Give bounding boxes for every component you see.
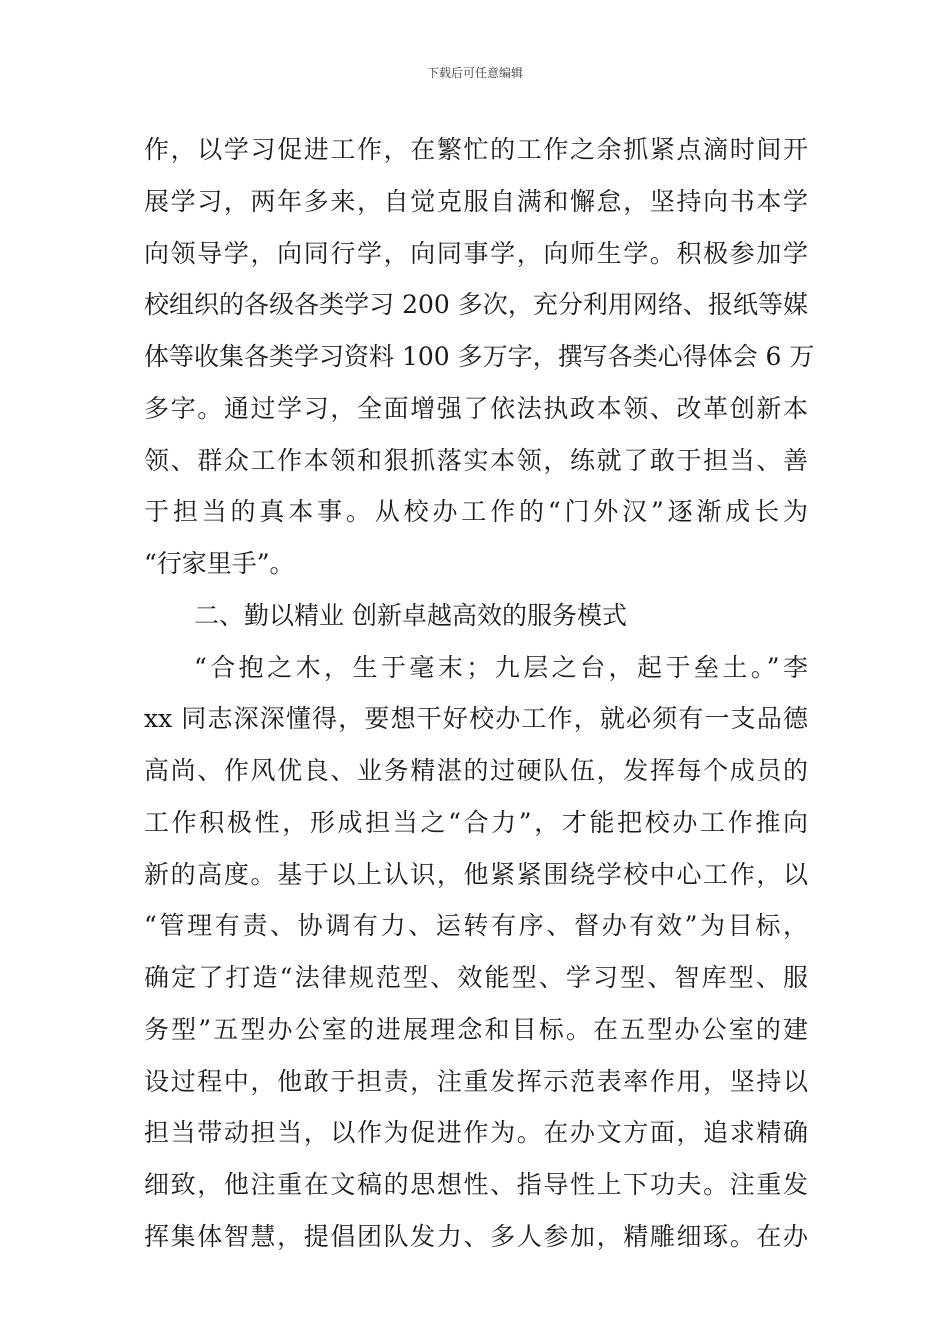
- text-line: 校组织的各级各类学习 200 多次，充分利用网络、报纸等媒: [144, 290, 808, 320]
- text-line: 设过程中，他敢于担责，注重发挥示范表率作用，坚持以: [144, 1066, 808, 1096]
- text-line: 挥集体智慧，提倡团队发力、多人参加，精雕细琢。在办: [144, 1221, 808, 1251]
- text-line: 多字。通过学习，全面增强了依法执政本领、改革创新本: [144, 393, 808, 423]
- text-line: 确定了打造“法律规范型、效能型、学习型、智库型、服: [144, 963, 808, 992]
- text-line: 向领导学，向同行学，向同事学，向师生学。积极参加学: [144, 238, 808, 268]
- text-line: xx 同志深深懂得，要想干好校办工作，就必须有一支品德: [144, 704, 808, 734]
- document-body: [144, 124, 815, 1263]
- paragraph-first-line: “合抱之木，生于毫末；九层之台，起于垒土。”李: [194, 652, 808, 682]
- text-line: 细致，他注重在文稿的思想性、指导性上下功夫。注重发: [144, 1170, 808, 1199]
- text-line: 工作积极性，形成担当之“合力”，才能把校办工作推向: [144, 807, 808, 837]
- text-line: “管理有责、协调有力、运转有序、督办有效”为目标，: [144, 911, 808, 941]
- text-line: 担当带动担当，以作为促进作为。在办文方面，追求精确: [144, 1118, 808, 1148]
- text-line: 新的高度。基于以上认识，他紧紧围绕学校中心工作，以: [144, 859, 808, 889]
- text-line: 领、群众工作本领和狠抓落实本领，练就了敢于担当、善: [144, 445, 808, 475]
- page-header: 下载后可任意编辑: [426, 66, 523, 80]
- paragraph-end-line: “行家里手”。: [144, 549, 295, 578]
- text-line: 作，以学习促进工作，在繁忙的工作之余抓紧点滴时间开: [144, 135, 808, 164]
- text-line: 体等收集各类学习资料 100 多万字，撰写各类心得体会 6 万: [144, 342, 815, 371]
- text-line: 高尚、作风优良、业务精湛的过硬队伍，发挥每个成员的: [144, 756, 808, 785]
- text-line: 展学习，两年多来，自觉克服自满和懈怠，坚持向书本学: [144, 186, 808, 216]
- text-line: 于担当的真本事。从校办工作的“门外汉”逐渐成长为: [144, 497, 808, 527]
- text-line: 务型”五型办公室的进展理念和目标。在五型办公室的建: [144, 1014, 808, 1044]
- section-heading: 二、勤以精业 创新卓越高效的服务模式: [194, 600, 627, 630]
